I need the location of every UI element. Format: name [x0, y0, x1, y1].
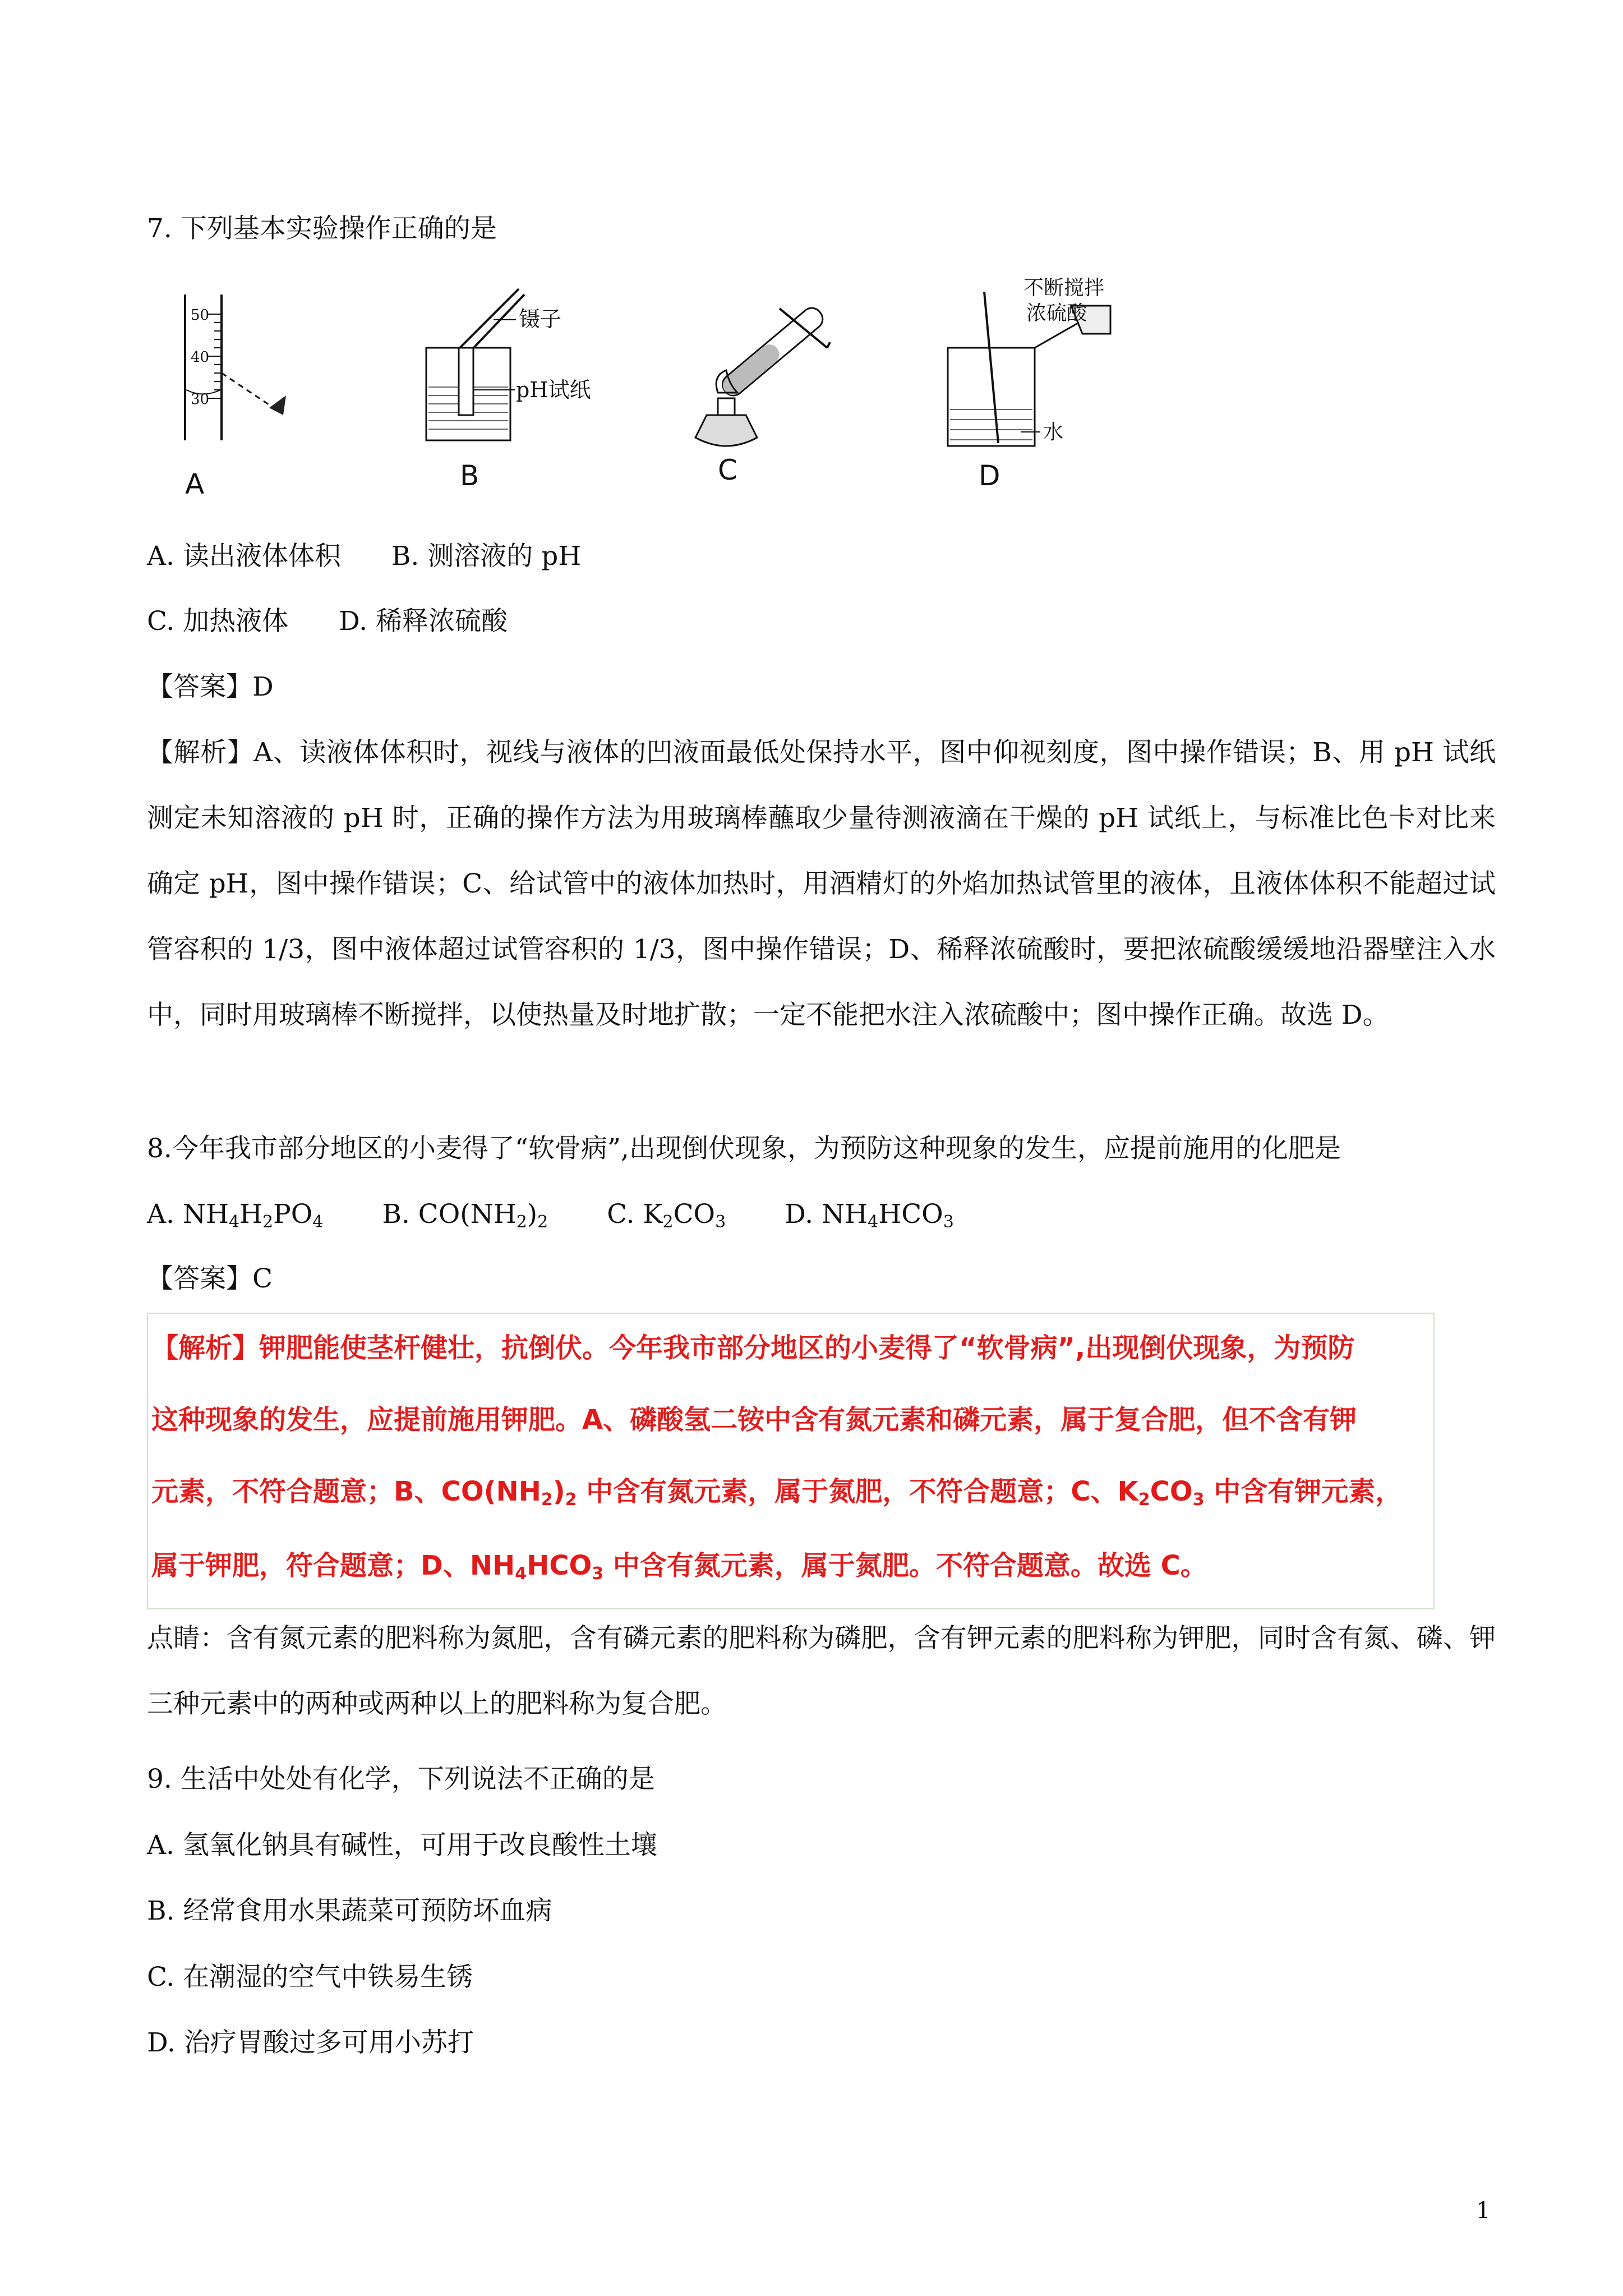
q8-analysis-line-1: 【解析】钾肥能使茎杆健壮，抗倒伏。今年我市部分地区的小麦得了“软骨病”,出现倒伏现象，为预防	[151, 1332, 1355, 1364]
q9-option-a[interactable]: A. 氢氧化钠具有碱性，可用于改良酸性土壤	[147, 1830, 657, 1861]
figure-b-label: B	[460, 459, 479, 492]
q8-option-c[interactable]: C. $K_2CO_3$	[607, 1199, 726, 1232]
q8-question: 8.今年我市部分地区的小麦得了“软骨病”,出现倒伏现象，为预防这种现象的发生，应提前施用的化肥是	[147, 1133, 1341, 1164]
q7-answer: 【答案】D	[147, 671, 274, 702]
q8-option-d[interactable]: D. $NH_4HCO_3$	[785, 1199, 954, 1232]
q7-option-d[interactable]: D. 稀释浓硫酸	[339, 606, 508, 637]
tweezers-label: 镊子	[519, 307, 562, 332]
q7-option-b[interactable]: B. 测溶液的 pH	[391, 541, 582, 572]
q7-question: 7. 下列基本实验操作正确的是	[147, 213, 497, 244]
q7-options-row2	[147, 605, 508, 638]
tick-50: 50	[191, 307, 210, 324]
figure-c-label: C	[718, 454, 737, 486]
q8-analysis-line-3: 元素，不符合题意；B、$CO(NH_2)_2$ 中含有氮元素，属于氮肥，不符合题意；C、$K_2CO_3$ 中含有钾元素，	[151, 1476, 1403, 1510]
figure-c-heating-tube	[684, 286, 864, 499]
ph-paper-label: pH试纸	[516, 378, 591, 402]
q8-analysis-box	[147, 1313, 1435, 1609]
figure-b-beaker-ph	[415, 275, 617, 499]
figure-d-label: D	[979, 459, 1000, 492]
q8-options	[147, 1198, 954, 1231]
q9-option-d[interactable]: D. 治疗胃酸过多可用小苏打	[147, 2027, 474, 2058]
q8-tip: 点睛：含有氮元素的肥料称为氮肥，含有磷元素的肥料称为磷肥，含有钾元素的肥料称为钾肥，同时含有氮、磷、钾三种元素中的两种或两种以上的肥料称为复合肥。	[147, 1623, 1496, 1719]
q8-analysis-line-2: 这种现象的发生，应提前施用钾肥。A、磷酸氢二铵中含有氮元素和磷元素，属于复合肥，但不含有钾	[151, 1404, 1357, 1435]
q7-analysis: 【解析】A、读液体体积时，视线与液体的凹液面最低处保持水平，图中仰视刻度，图中操作错误；B、用 pH 试纸测定未知溶液的 pH 时，正确的操作方法为用玻璃棒蘸取少量待测液滴在干燥的 pH 试纸上，与标准比色卡对比来确定 pH，图中操作错误；C、给试管中的液体加热时，用酒精灯的外焰加热试管里的液体，且液体体积不能超过试管容积的 1/3，图中液体超过试管容积的 1/3，图中操作错误；D、稀释浓硫酸时，要把浓硫酸缓缓地沿器壁注入水中，同时用玻璃棒不断搅拌，以使热量及时地扩散；一定不能把水注入浓硫酸中；图中操作正确。故选 D。	[147, 737, 1496, 1030]
figure-a-graduated-cylinder	[168, 283, 348, 508]
tick-40: 40	[191, 349, 210, 366]
page-number: 1	[1476, 2198, 1491, 2224]
q8-answer: 【答案】C	[147, 1263, 273, 1294]
water-label: 水	[1043, 421, 1064, 444]
figure-d-dilute-acid	[931, 275, 1155, 499]
q9-question: 9. 生活中处处有化学，下列说法不正确的是	[147, 1764, 655, 1795]
figure-a-label: A	[185, 468, 205, 500]
q7-option-c[interactable]: C. 加热液体	[147, 606, 289, 637]
q8-option-a[interactable]: A. $NH_4H_2PO_4$	[147, 1199, 324, 1232]
q8-option-b[interactable]: B. $CO(NH_2)_2$	[382, 1199, 548, 1232]
eye-icon	[269, 395, 286, 415]
q9-option-c[interactable]: C. 在潮湿的空气中铁易生锈	[147, 1962, 473, 1993]
q8-analysis-line-4: 属于钾肥，符合题意；D、$NH_4HCO_3$ 中含有氮元素，属于氮肥。不符合题意。故选 C。	[151, 1550, 1207, 1584]
acid-label: 浓硫酸	[1026, 302, 1087, 325]
q7-option-a[interactable]: A. 读出液体体积	[147, 541, 341, 572]
stir-label: 不断搅拌	[1023, 277, 1105, 300]
q9-option-b[interactable]: B. 经常食用水果蔬菜可预防坏血病	[147, 1895, 552, 1926]
tick-30: 30	[191, 391, 210, 408]
q7-options-row1	[147, 540, 581, 573]
